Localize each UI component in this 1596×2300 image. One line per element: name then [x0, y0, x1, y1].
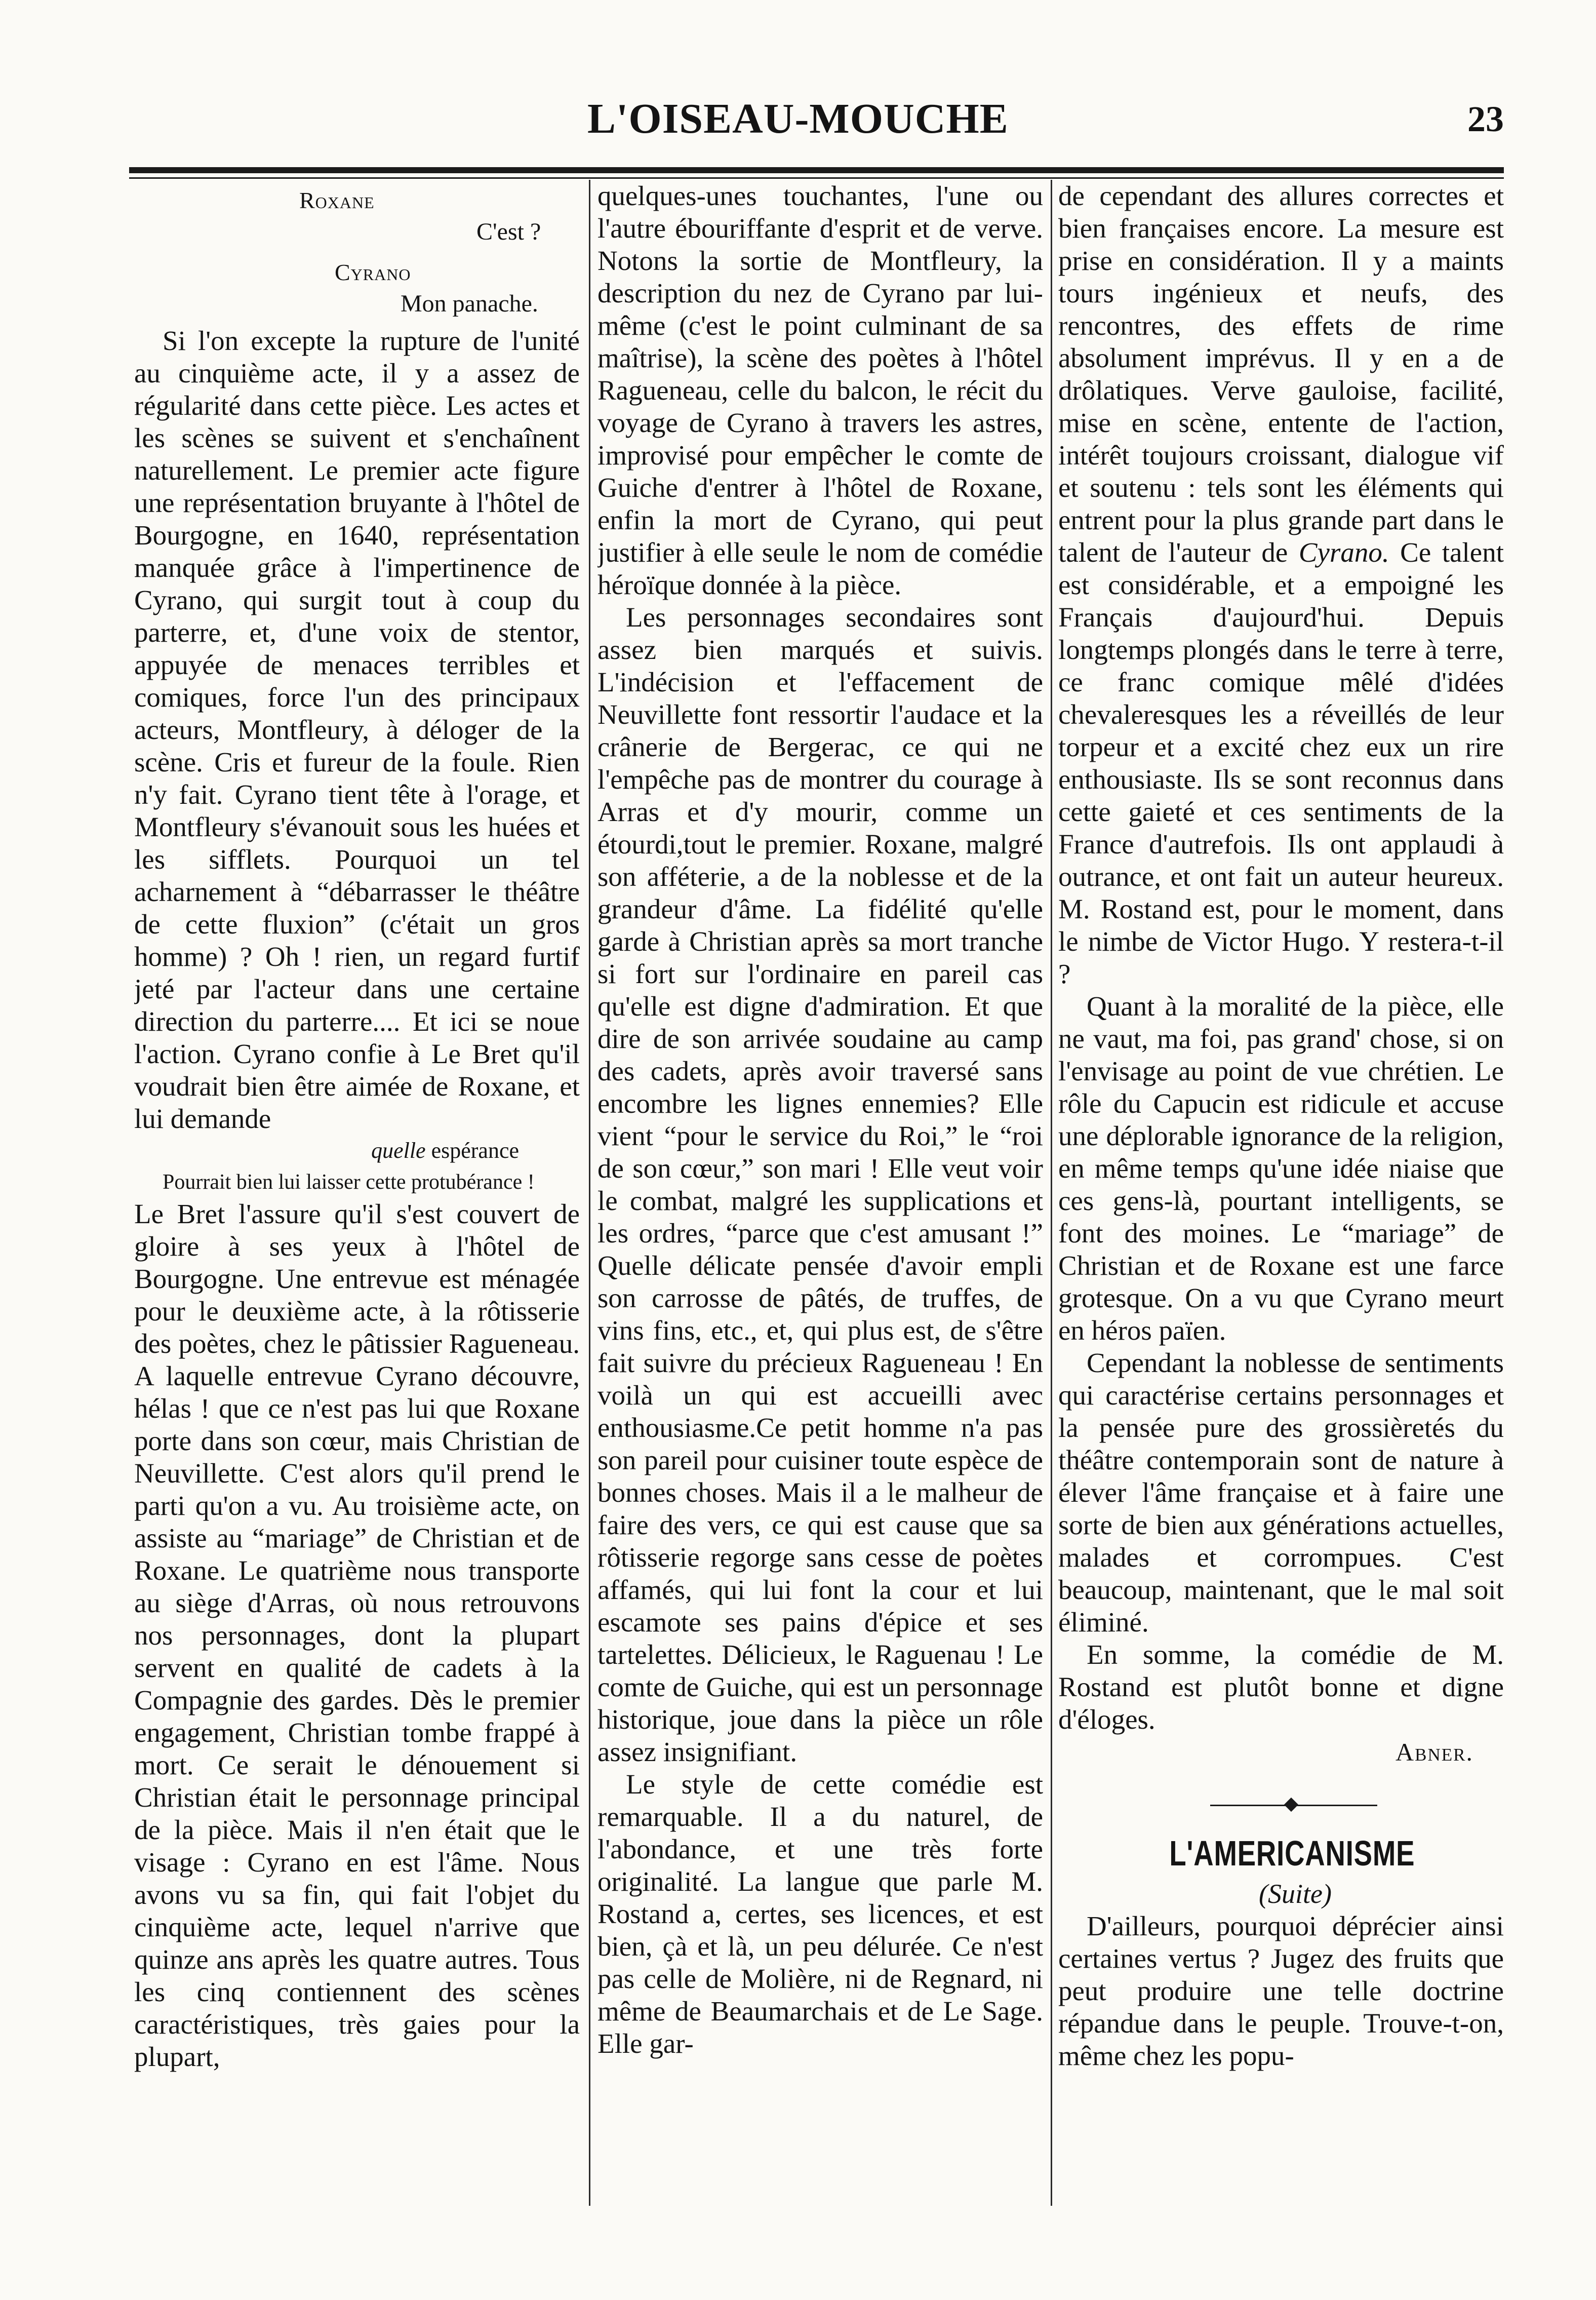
paragraph: quelques-unes touchantes, l'une ou l'autre ébouriffante d'esprit et de verve. Notons la sortie de Montfleury, la description du nez de Cyrano par lui-même (c'est le point culminant de sa maîtrise), la scène des poètes à l'hôtel Ragueneau, celle du balcon, le récit du voyage de Cyrano à travers les astres, improvisé pour empêcher le comte de Guiche d'entrer à l'hôtel de Roxane, enfin la mort de Cyrano, qui peut justifier à elle seule le nom de comédie héroïque donnée à la pièce. [597, 180, 1043, 600]
header-rule-thin [129, 177, 1504, 179]
paragraph: Les personnages secondaires sont assez bien marqués et suivis. L'indécision et l'effacement de Neuvillette font ressortir l'audace et la crânerie de Bergerac, ce qui ne l'empêche pas de montrer du courage à Arras et d'y mourir, comme un étourdi,tout le premier. Roxane, malgré son afféterie, a de la noblesse et de la grandeur d'âme. La fidélité qu'elle garde à Christian après sa mort tranche si fort sur l'ordinaire en pareil cas qu'elle est digne d'admiration. Et que dire de son arrivée soudaine au camp des cadets, après avoir traversé sans encombre les lignes ennemies? Elle vient “pour le service du Roi,” le “roi de son cœur,” son mari ! Elle veut voir le combat, malgré les supplications et les ordres, “parce que c'est amusant !” Quelle délicate pensée d'avoir empli son carrosse de pâtés, de truffes, de vins fins, etc., et, qui plus est, de s'être fait suivre du précieux Ragueneau ! En voilà un qui est accueilli avec enthousiasme.Ce petit homme n'a pas son pareil pour cuisiner toute espèce de bonnes choses. Mais il a le malheur de faire des vers, ce qui est cause que sa rôtisserie regorge sans cesse de poètes affamés, qui lui font la cour et lui escamote ses pains d'épice et ses tartelettes. Délicieux, le Raguenau ! Le comte de Guiche, qui est un personnage historique, joue dans la pièce un rôle assez insignifiant. [597, 602, 1043, 1767]
text-column-1 [134, 180, 580, 2256]
page-number: 23 [1467, 99, 1504, 139]
speech-line: Mon panache. [401, 290, 538, 317]
text-column-2 [597, 180, 1043, 2256]
speaker-name: Cyrano [335, 259, 411, 285]
paragraph: Quant à la moralité de la pièce, elle ne vaut, ma foi, pas grand' chose, si on l'envisage au point de vue chrétien. Le rôle du Capucin est ridicule et accuse une déplorable ignorance de la religion, en même temps qu'une idée niaise que ces gens-là, pourtant intelligents, se font des moines. Le “mariage” de Christian et de Roxane est une farce grotesque. On a vu que Cyrano meurt en héros païen. [1058, 991, 1504, 1346]
verse-text: espérance [425, 1138, 519, 1163]
paragraph-text: de cependant des allures correctes et bien françaises encore. La mesure est prise en considération. Il y a maints tours ingénieux et neufs, des rencontres, des effets de rime absolument imprévus. Il y en a de drôlatiques. Verve gauloise, facilité, mise en scène, entente de l'action, intérêt toujours croissant, dialogue vif et soutenu : tels sont les éléments qui entrent pour la plus grande part dans le talent de l'auteur de [1058, 180, 1504, 568]
author-signature: Abner. [1395, 1738, 1473, 1766]
paragraph: Le Bret l'assure qu'il s'est couvert de gloire à ses yeux à l'hôtel de Bourgogne. Une entrevue est ménagée pour le deuxième acte, à la rôtisserie des poètes, chez le pâtissier Ragueneau. A laquelle entrevue Cyrano découvre, hélas ! que ce n'est pas lui que Roxane porte dans son cœur, mais Christian de Neuvillette. C'est alors qu'il prend le parti qu'on a vu. Au troisième acte, on assiste au “mariage” de Christian et de Roxane. Le quatrième nous transporte au siège d'Arras, où nous retrouvons nos personnages, dont la plupart servent en qualité de cadets à la Compagnie des gardes. Dès le premier engagement, Christian tombe frappé à mort. Ce serait le dénouement si Christian était le personnage principal de la pièce. Mais il n'en était que le visage : Cyrano en est l'âme. Nous avons vu sa fin, qui fait l'objet du cinquième acte, lequel n'arrive que quinze ans après les quatre autres. Tous les cinq contiennent des scènes caractéristiques, très gaies pour la plupart, [134, 1198, 580, 2072]
paragraph: En somme, la comédie de M. Rostand est plutôt bonne et digne d'éloges. [1058, 1639, 1504, 1735]
column-divider [1051, 180, 1052, 2206]
paragraph: D'ailleurs, pourquoi déprécier ainsi certaines vertus ? Jugez des fruits que peut produire une telle doctrine répandue dans le peuple. Trouve-t-on, même chez les popu- [1058, 1911, 1504, 2071]
column-divider [589, 180, 590, 2206]
verse-italic: quelle [371, 1138, 426, 1163]
header-rule-thick [129, 167, 1504, 173]
paragraph: Le style de cette comédie est remarquable. Il a du naturel, de l'abondance, et une très forte originalité. La langue que parle M. Rostand a, certes, ses licences, et est bien, çà et là, un peu délurée. Ce n'est pas celle de Molière, ni de Regnard, ni même de Beaumarchais et de Le Sage. Elle gar- [597, 1769, 1043, 2059]
verse-line: Pourrait bien lui laisser cette protubérance ! [163, 1171, 535, 1194]
running-header-title: L'OISEAU-MOUCHE [587, 95, 1009, 142]
section-ornament [1058, 1794, 1504, 1819]
paragraph: Si l'on excepte la rupture de l'unité au cinquième acte, il y a assez de régularité dans cette pièce. Les actes et les scènes se suivent et s'enchaînent naturellement. Le premier acte figure une représentation bruyante à l'hôtel de Bourgogne, en 1640, représentation manquée grâce à l'impertinence de Cyrano, qui surgit tout à coup du parterre, et, d'une voix de stentor, appuyée de menaces terribles et comiques, force l'un des principaux acteurs, Montfleury, à déloger de la scène. Cris et fureur de la foule. Rien n'y fait. Cyrano tient tête à l'orage, et Montfleury s'évanouit sous les huées et les sifflets. Pourquoi un tel acharnement à “débarrasser le théâtre de cette fluxion” (c'était un gros homme) ? Oh ! rien, un regard furtif jeté par l'acteur dans une certaine direction du parterre.... Et ici se noue l'action. Cyrano confie à Le Bret qu'il voudrait bien être aimée de Roxane, et lui demande [134, 325, 580, 1134]
paragraph [1058, 180, 1504, 990]
speech-line: C'est ? [476, 218, 541, 245]
speaker-name: Roxane [299, 187, 375, 213]
verse-line [134, 1135, 580, 1166]
italic-title: Cyrano. [1298, 537, 1389, 568]
paragraph: Cependant la noblesse de sentiments qui caractérise certains personnages et la pensée pure des grossièretés du théâtre contemporain sont de nature à élever l'âme française et à faire une sorte de bien aux générations actuelles, malades et corrompues. C'est beaucoup, maintenant, que le mal soit éliminé. [1058, 1347, 1504, 1638]
ornament-diamond [1284, 1798, 1298, 1812]
text-column-3 [1058, 180, 1504, 2256]
section-title: L'AMERICANISME [1169, 1834, 1415, 1873]
section-subtitle: (Suite) [1259, 1879, 1332, 1909]
paragraph-text: Ce talent est considérable, et a empoigné les Français d'aujourd'hui. Depuis longtemps plongés dans le terre à terre, ce franc comique mêlé d'idées chevaleresques les a réveillés de leur torpeur et a excité chez eux un rire enthousiaste. Ils se sont reconnus dans cette gaieté et ces sentiments de la France d'autrefois. Ils ont applaudi à outrance, et ont fait un auteur heureux. M. Rostand est, pour le moment, dans le nimbe de Victor Hugo. Y restera-t-il ? [1058, 537, 1504, 989]
